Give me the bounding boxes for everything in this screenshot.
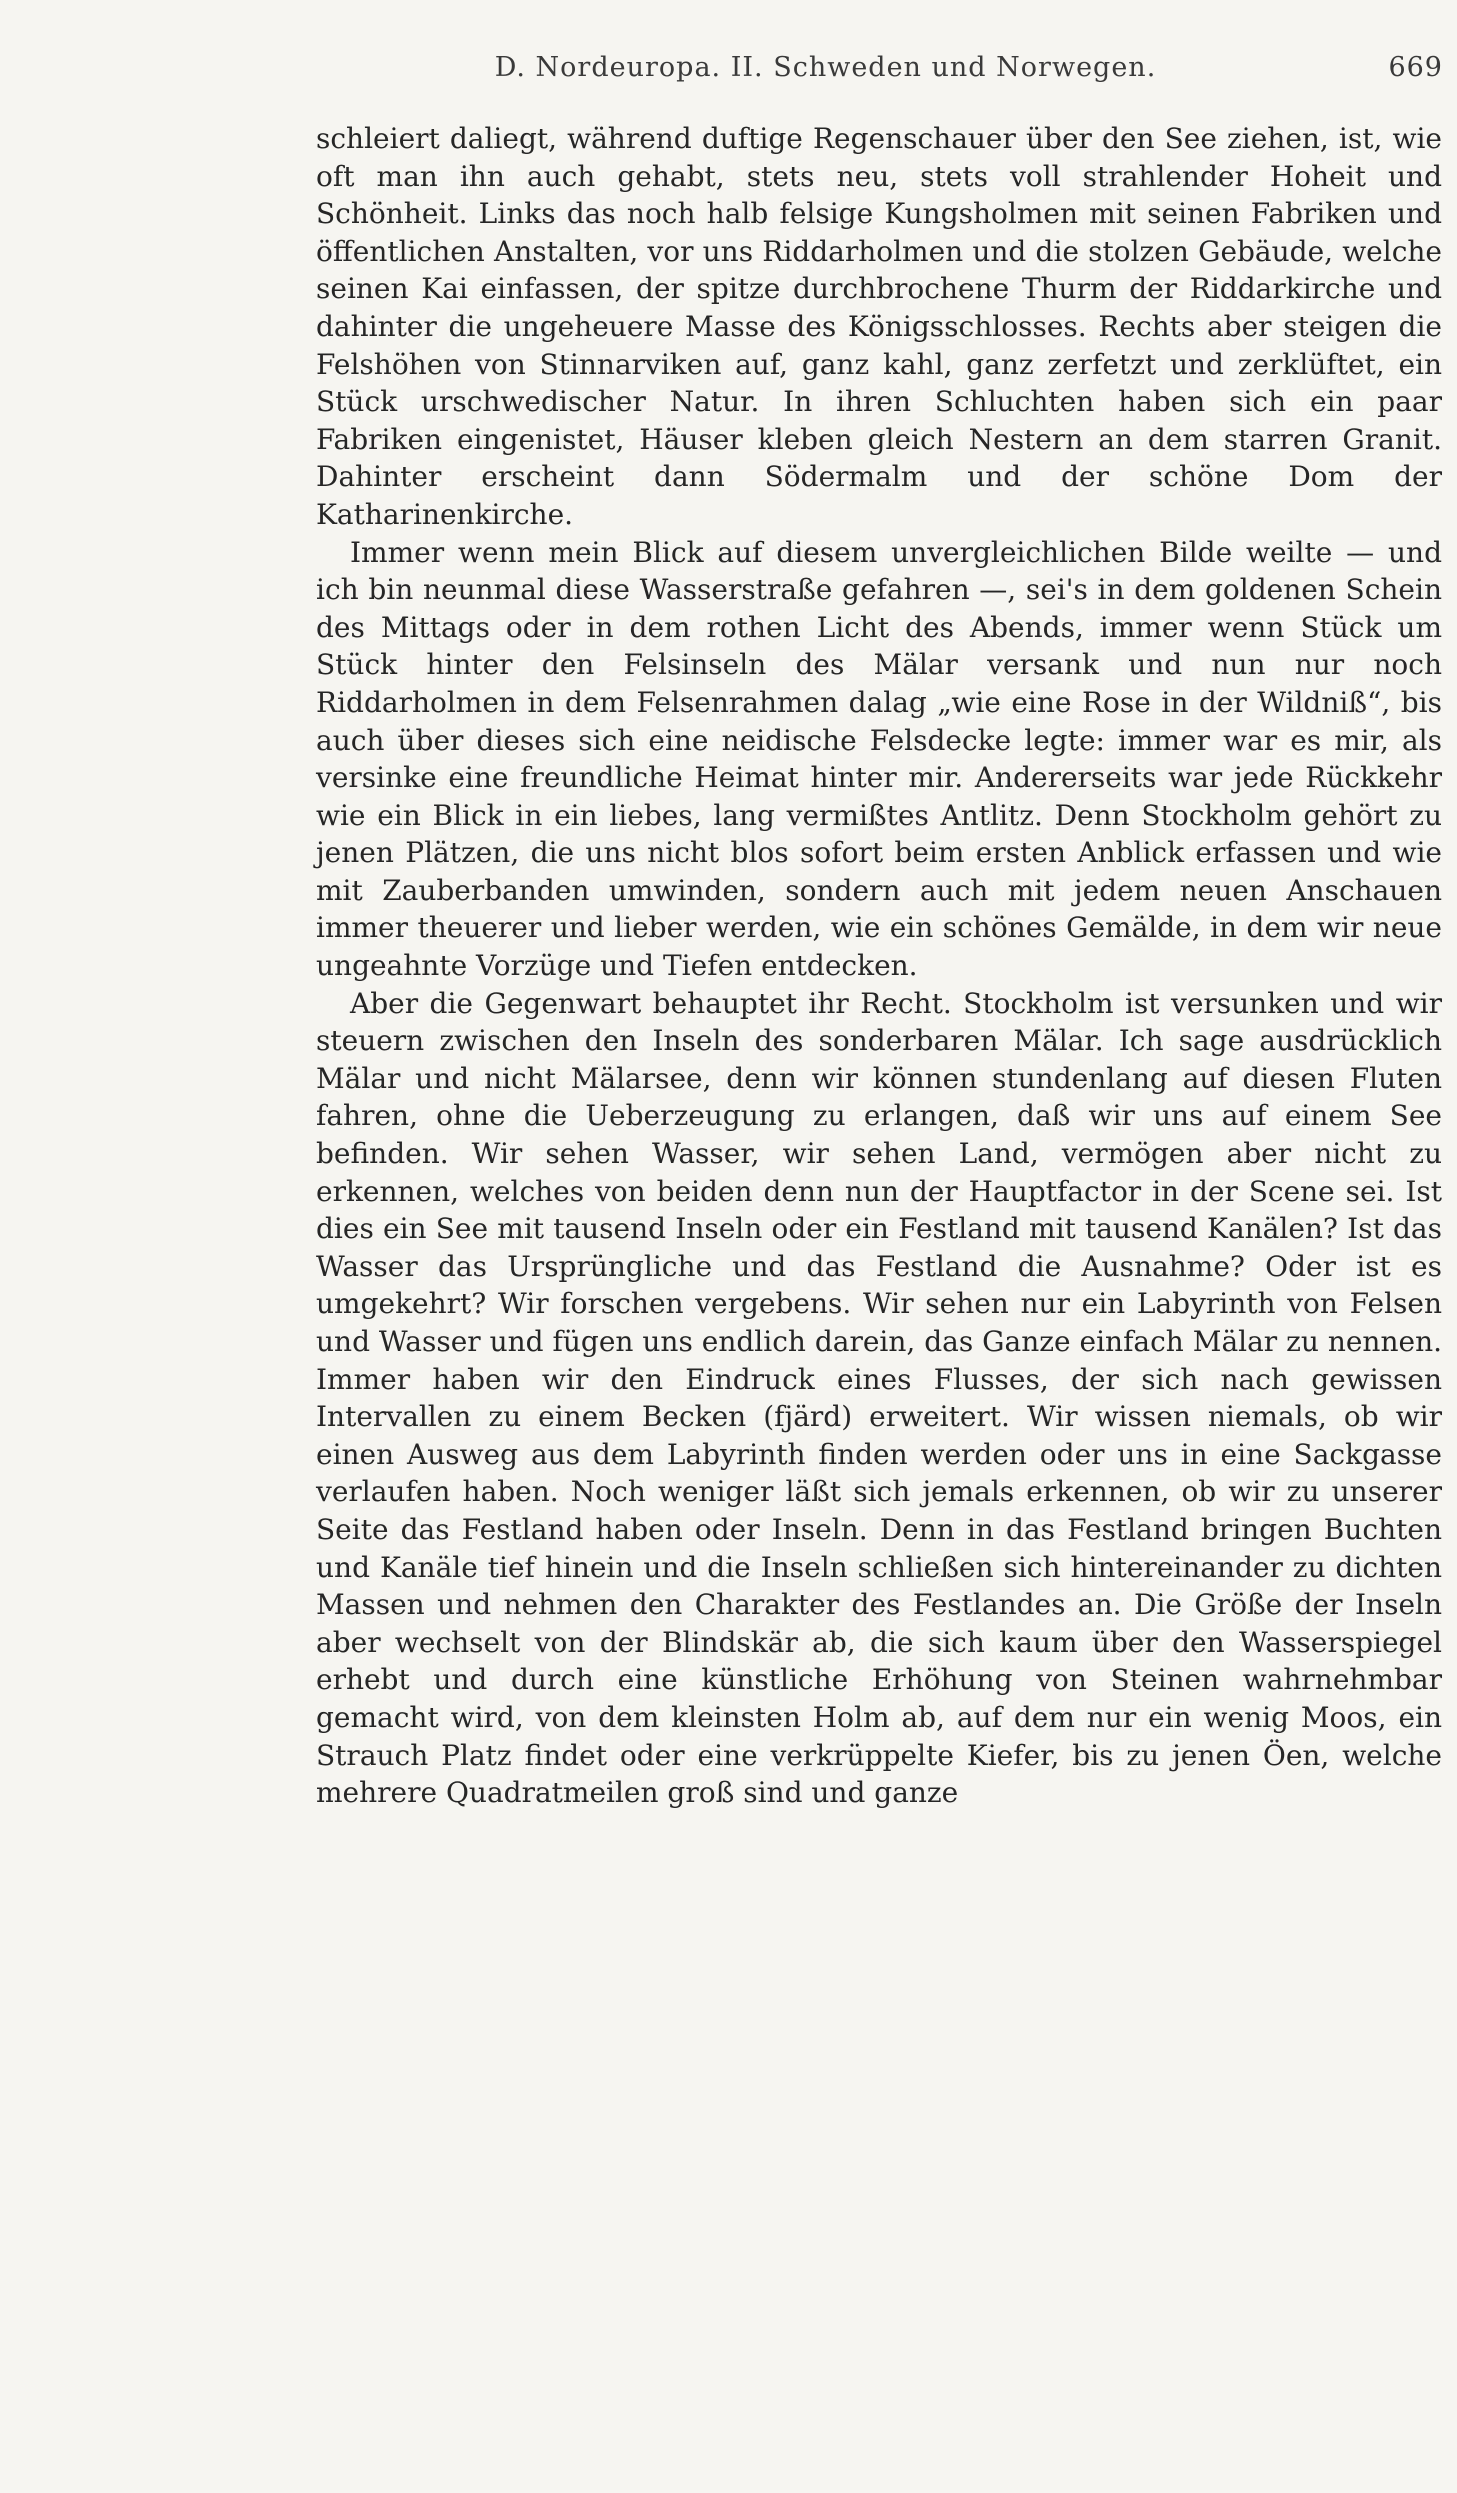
paragraph-1: schleiert daliegt, während duftige Regenschauer über den See ziehen, ist, wie oft man ihn auch gehabt, stets neu, stets voll strahlender Hoheit und Schönheit. Links das noch halb felsige Kungsholmen mit seinen Fabriken und öffentlichen Anstalten, vor uns Riddarholmen und die stolzen Gebäude, welche seinen Kai einfassen, der spitze durchbrochene Thurm der Riddarkirche und dahinter die ungeheuere Masse des Königsschlosses. Rechts aber steigen die Felshöhen von Stinnarviken auf, ganz kahl, ganz zerfetzt und zerklüftet, ein Stück urschwedischer Natur. In ihren Schluchten haben sich ein paar Fabriken eingenistet, Häuser kleben gleich Nestern an dem starren Granit. Dahinter erscheint dann Södermalm und der schöne Dom der Katharinenkirche.: [316, 122, 1442, 531]
paragraph-3: Aber die Gegenwart behauptet ihr Recht. Stockholm ist versunken und wir steuern zwischen den Inseln des sonderbaren Mälar. Ich sage ausdrücklich Mälar und nicht Mälarsee, denn wir können stundenlang auf diesen Fluten fahren, ohne die Ueberzeugung zu erlangen, daß wir uns auf einem See befinden. Wir sehen Wasser, wir sehen Land, vermögen aber nicht zu erkennen, welches von beiden denn nun der Hauptfactor in der Scene sei. Ist dies ein See mit tausend Inseln oder ein Festland mit tausend Kanälen? Ist das Wasser das Ursprüngliche und das Festland die Ausnahme? Oder ist es umgekehrt? Wir forschen vergebens. Wir sehen nur ein Labyrinth von Felsen und Wasser und fügen uns endlich darein, das Ganze einfach Mälar zu nennen. Immer haben wir den Eindruck eines Flusses, der sich nach gewissen Intervallen zu einem Becken (fjärd) erweitert. Wir wissen niemals, ob wir einen Ausweg aus dem Labyrinth finden werden oder uns in eine Sackgasse verlaufen haben. Noch weniger läßt sich jemals erkennen, ob wir zu unserer Seite das Festland haben oder Inseln. Denn in das Festland bringen Buchten und Kanäle tief hinein und die Inseln schließen sich hintereinander zu dichten Massen und nehmen den Charakter des Festlandes an. Die Größe der Inseln aber wechselt von der Blindskär ab, die sich kaum über den Wasserspiegel erhebt und durch eine künstliche Erhöhung von Steinen wahrnehmbar gemacht wird, von dem kleinsten Holm ab, auf dem nur ein wenig Moos, ein Strauch Platz findet oder eine verkrüppelte Kiefer, bis zu jenen Öen, welche mehrere Quadratmeilen groß sind und ganze: [316, 986, 1442, 1810]
paragraph-2: Immer wenn mein Blick auf diesem unvergleichlichen Bilde weilte — und ich bin neunmal diese Wasserstraße gefahren —, sei's in dem goldenen Schein des Mittags oder in dem rothen Licht des Abends, immer wenn Stück um Stück hinter den Felsinseln des Mälar versank und nun nur noch Riddarholmen in dem Felsenrahmen dalag „wie eine Rose in der Wildniß“, bis auch über dieses sich eine neidische Felsdecke legte: immer war es mir, als versinke eine freundliche Heimat hinter mir. Andererseits war jede Rückkehr wie ein Blick in ein liebes, lang vermißtes Antlitz. Denn Stockholm gehört zu jenen Plätzen, die uns nicht blos sofort beim ersten Anblick erfassen und wie mit Zauberbanden umwinden, sondern auch mit jedem neuen Anschauen immer theuerer und lieber werden, wie ein schönes Gemälde, in dem wir neue ungeahnte Vorzüge und Tiefen entdecken.: [316, 535, 1442, 983]
page-header: [318, 52, 1443, 112]
running-title: D. Nordeuropa. II. Schweden und Norwegen.: [494, 52, 1157, 83]
body-text: [316, 120, 1442, 1812]
page-number: 669: [1388, 52, 1443, 83]
